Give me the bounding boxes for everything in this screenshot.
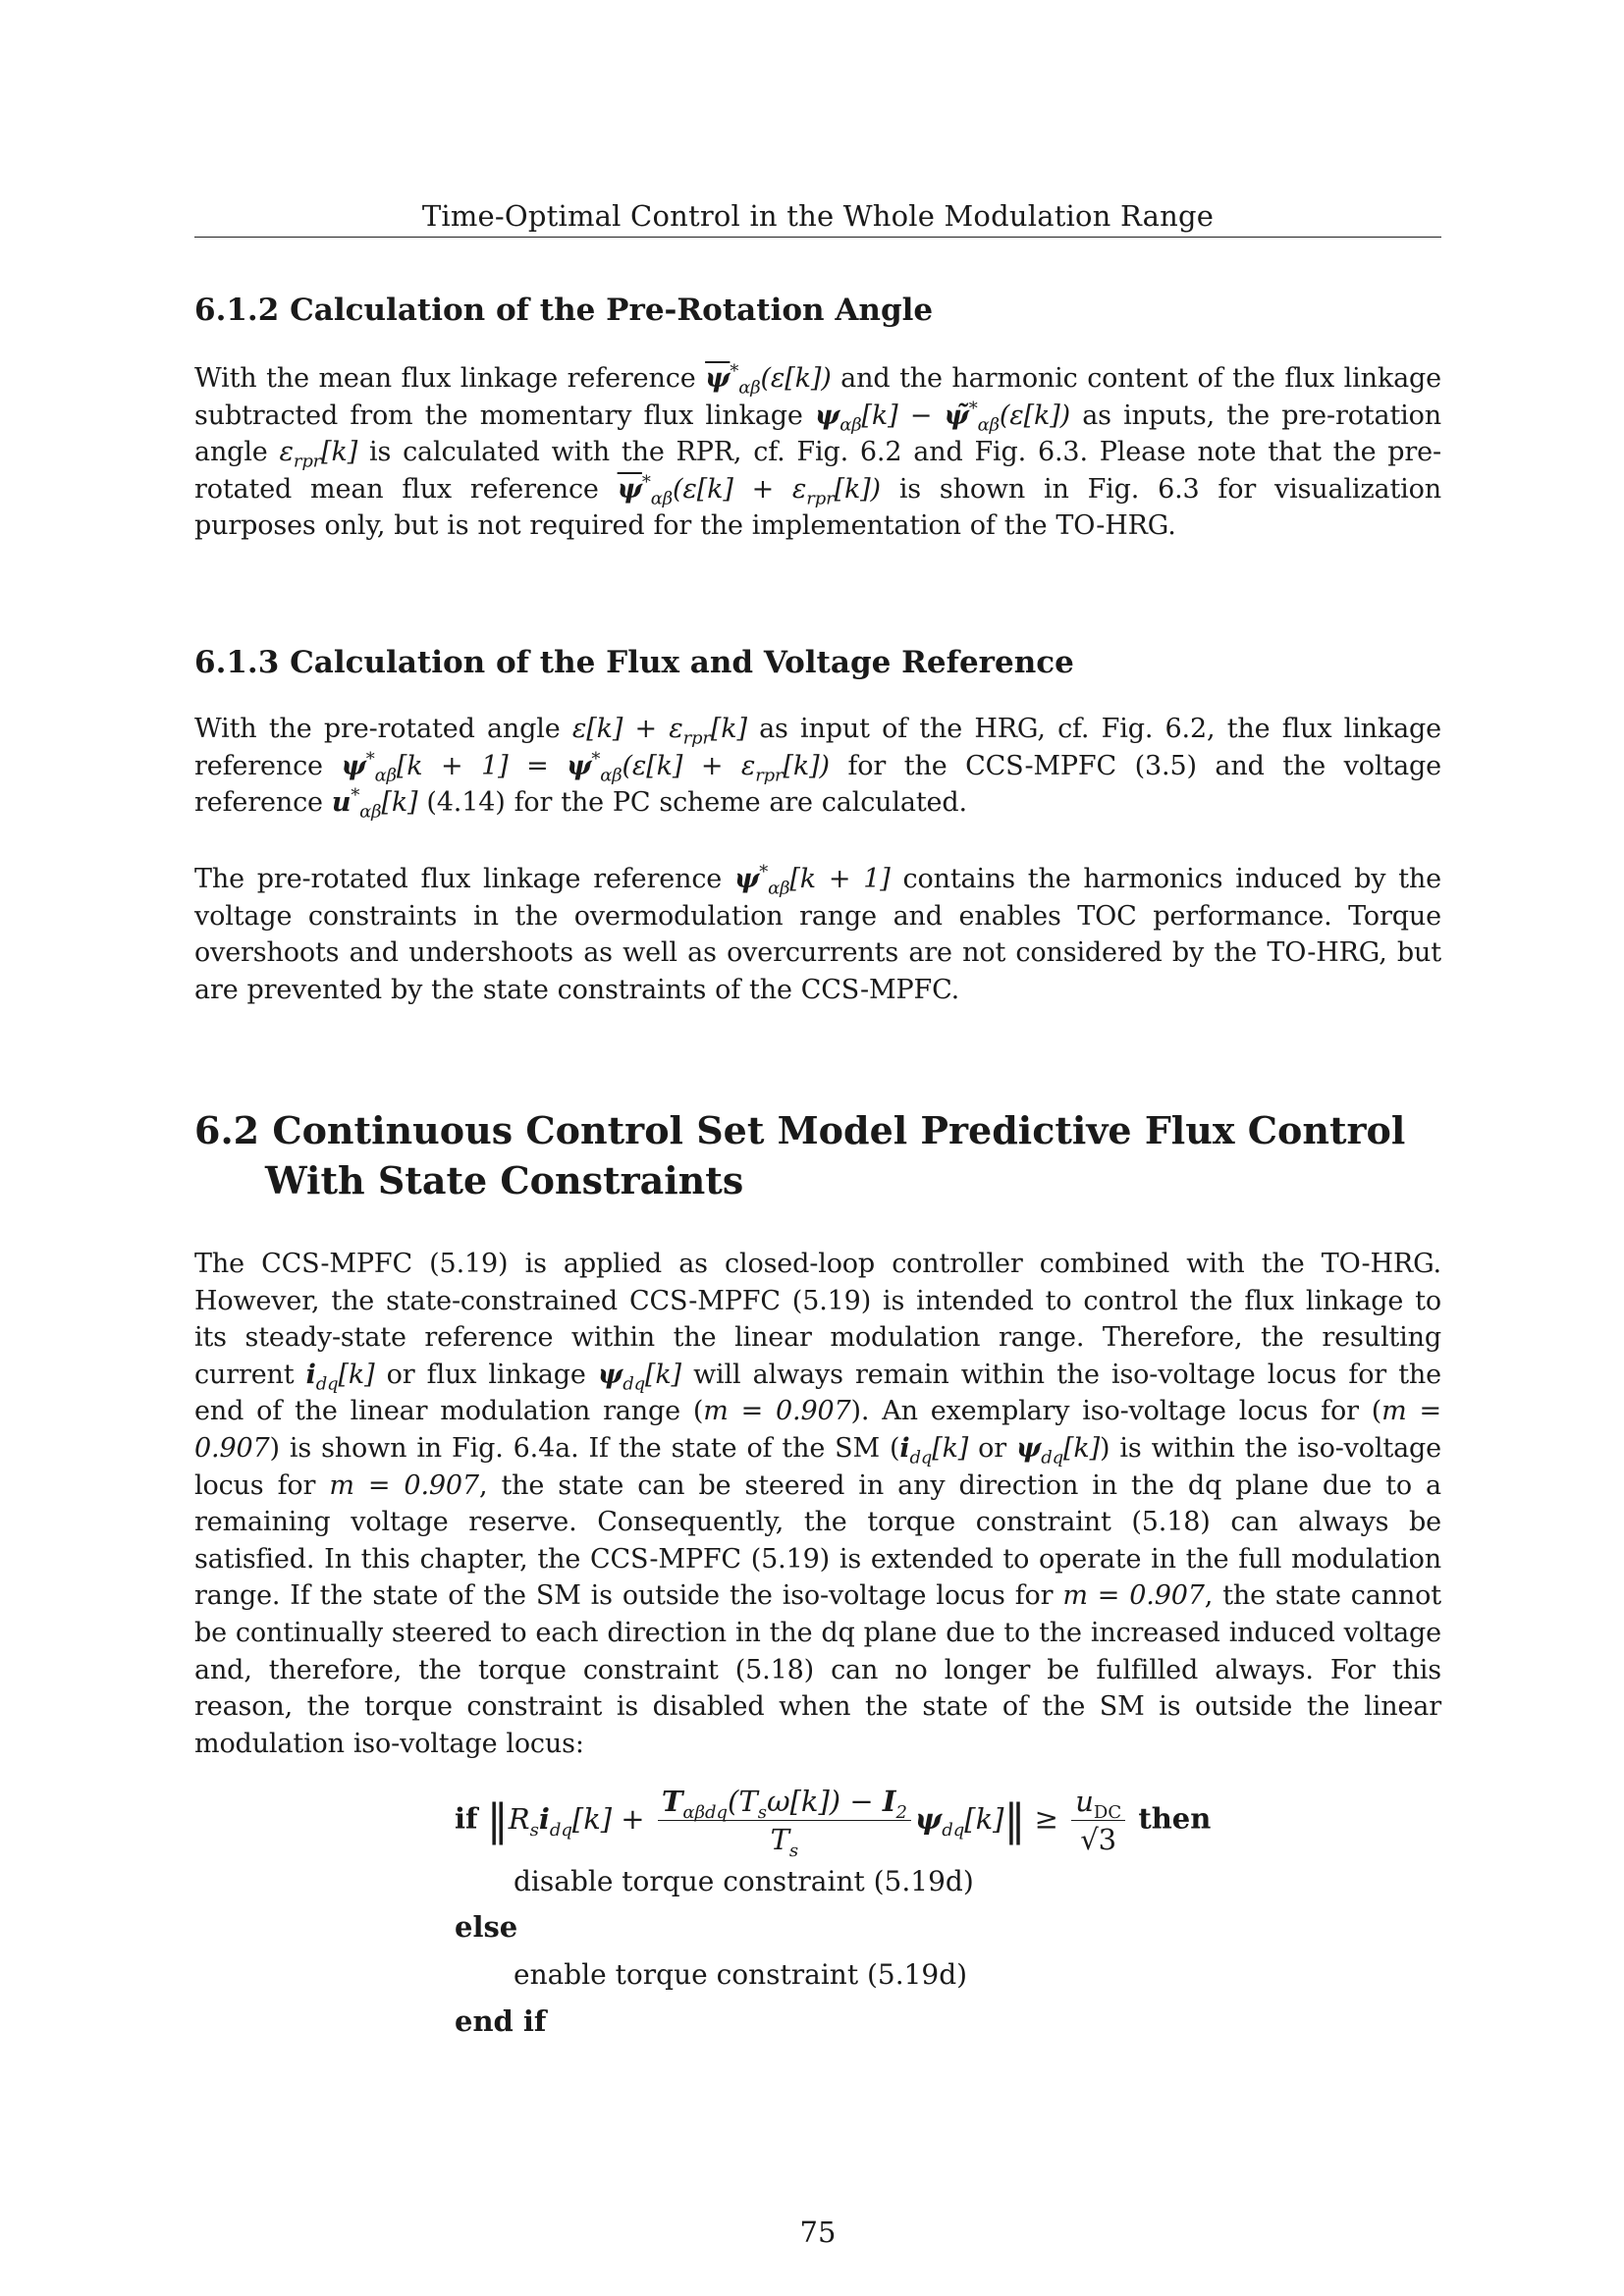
running-header: Time-Optimal Control in the Whole Modulation Range	[421, 199, 1215, 233]
header-rule	[194, 237, 1441, 238]
algorithm-end-if-line: end if	[455, 2004, 547, 2038]
paragraph-harmonics: The pre-rotated flux linkage reference $\psi^*_{\alpha\beta}[k + 1]$ contains the harmonics induced by the voltage constraints in the overmodulation range and enables TOC performance. Torque overshoots and undershoots as well as overcurrents are not considered by the TO-HRG, but are prevented by the state constraints of the CCS-MPFC.	[194, 862, 1441, 1005]
algorithm-else-line: else	[455, 1910, 518, 1944]
paragraph-flux-voltage-reference: With the pre-rotated angle $\varepsilon[k] + \varepsilon_{rpr}[k]$ as input of the HRG, cf. Fig. 6.2, the flux linkage reference $\psi^*_{\alpha\beta}[k + 1] = \psi^*_{\alpha\beta}(\varepsilon[k] + \varepsilon_{rpr}[k])$ for the CCS-MPFC (3.5) and the voltage reference $u^*_{\alpha\beta}[k]$ (4.14) for the PC scheme are calculated.	[194, 714, 1441, 823]
paragraph-pre-rotation: With the mean flux linkage reference $\overline{\psi}^*_{\alpha\beta}(\varepsilon[k])$ and the harmonic content of the flux linkage subtracted from the momentary flux linkage $\psi_{\alpha\beta}[k]$ − $\psĩ^*_{\alpha\beta}(\varepsilon[k])$ as inputs, the pre-rotation angle $\varepsilon_{rpr}[k]$ is calculated with the RPR, cf. Fig. 6.2 and Fig. 6.3. Please note that the pre-rotated mean flux reference $\overline{\psi}^*_{\alpha\beta}(\varepsilon[k] + \varepsilon_{rpr}[k])$ is shown in Fig. 6.3 for visualization purposes only, but is not required for the implementation of the TO-HRG.	[194, 361, 1441, 542]
section-6-2-title: 6.2 Continuous Control Set Model Predictive Flux Control With State Constraints	[194, 1108, 1406, 1202]
section-6-1-2-title: 6.1.2 Calculation of the Pre-Rotation Angle	[194, 293, 934, 328]
algorithm-if-line: if $‖R_si_{dq}[k]$ + $\frac{T_{\alpha\beta dq}(T_s\omega[k]) - I_2}{T_s}$ $\psi_{dq}[k]‖$ ≥ $\frac{u_{DC}}{√3}$ then	[455, 1785, 1212, 1861]
section-6-1-3-title: 6.1.3 Calculation of the Flux and Voltage Reference	[194, 645, 1074, 680]
paragraph-ccs-mpfc: The CCS-MPFC (5.19) is applied as closed-loop controller combined with the TO-HRG. However, the state-constrained CCS-MPFC (5.19) is intended to control the flux linkage to its steady-state reference within the linear modulation range. Therefore, the resulting current $i_{dq}[k]$ or flux linkage $\psi_{dq}[k]$ will always remain within the iso-voltage locus for the end of the linear modulation range (m = 0.907). An exemplary iso-voltage locus for (m = 0.907) is shown in Fig. 6.4a. If the state of the SM ($i_{dq}[k]$ or $\psi_{dq}[k]$) is within the iso-voltage locus for m = 0.907, the state can be steered in any direction in the dq plane due to a remaining voltage reserve. Consequently, the torque constraint (5.18) can always be satisfied. In this chapter, the CCS-MPFC (5.19) is extended to operate in the full modulation range. If the state of the SM is outside the iso-voltage locus for m = 0.907, the state cannot be continually steered to each direction in the dq plane due to the increased induced voltage and, therefore, the torque constraint (5.18) can no longer be fulfilled always. For this reason, the torque constraint is disabled when the state of the SM is outside the linear modulation iso-voltage locus:	[194, 1249, 1442, 1759]
page-number: 75	[799, 2216, 837, 2249]
algorithm-enable-line: enable torque constraint (5.19d)	[514, 1958, 968, 1991]
algorithm-disable-line: disable torque constraint (5.19d)	[514, 1865, 974, 1897]
